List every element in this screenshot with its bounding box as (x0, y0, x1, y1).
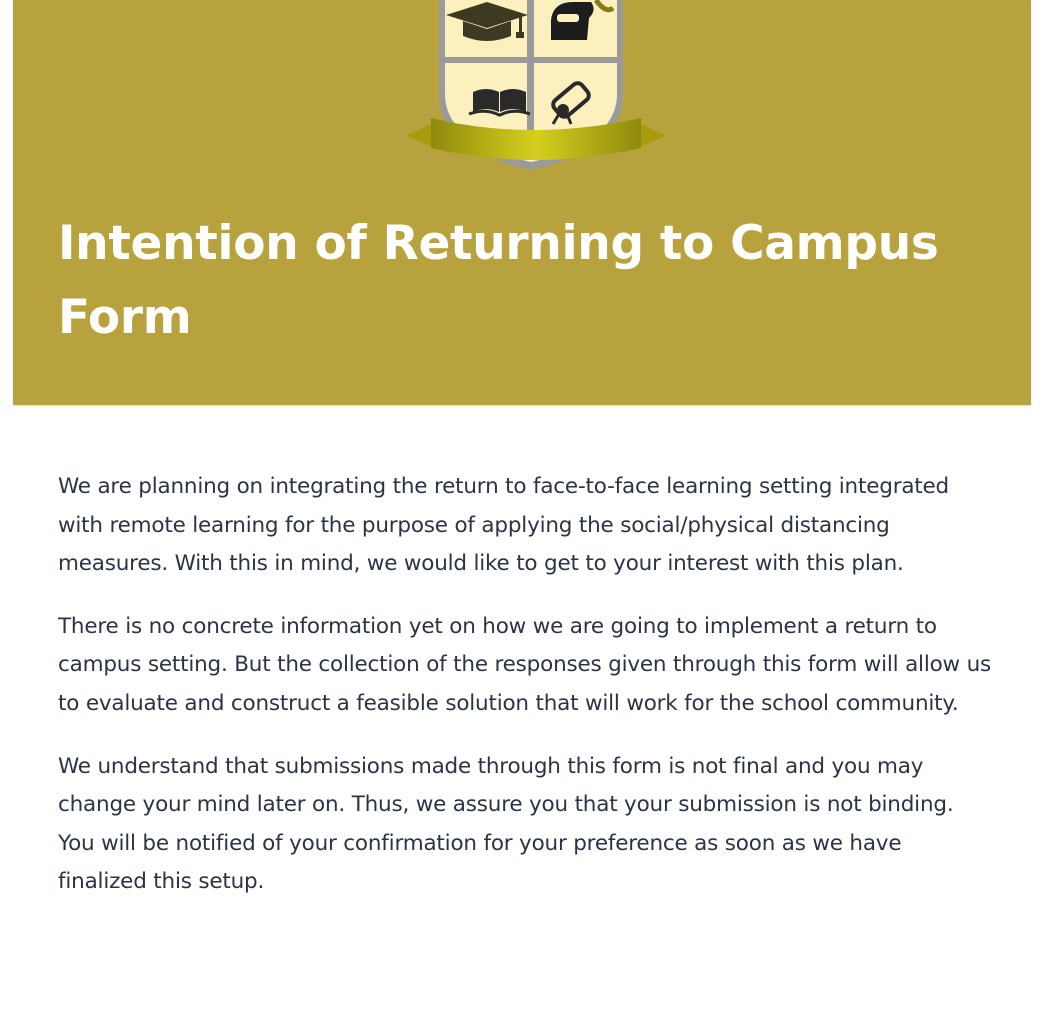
description-paragraph: We understand that submissions made through this form is not final and you may change your mind later on. Thus, we assure you that your submission is not binding. You will be notified of your confirmation for your preference as soon as we have finalized this setup. (58, 753, 954, 895)
school-crest-logo (401, 0, 671, 175)
description-paragraph: There is no concrete information yet on how we are going to implement a return to campus setting. But the collection of the responses given through this form will allow us to evaluate and construct a feasible solution that will work for the school community. (58, 613, 991, 716)
description-paragraph: We are planning on integrating the return to face-to-face learning setting integrated with remote learning for the purpose of applying the social/physical distancing measures. With this in mind, we would like to get to your interest with this plan. (58, 474, 950, 577)
form-description (58, 468, 993, 926)
form-header (13, 0, 1031, 405)
form-title: Intention of Returning to Campus Form (58, 216, 939, 345)
